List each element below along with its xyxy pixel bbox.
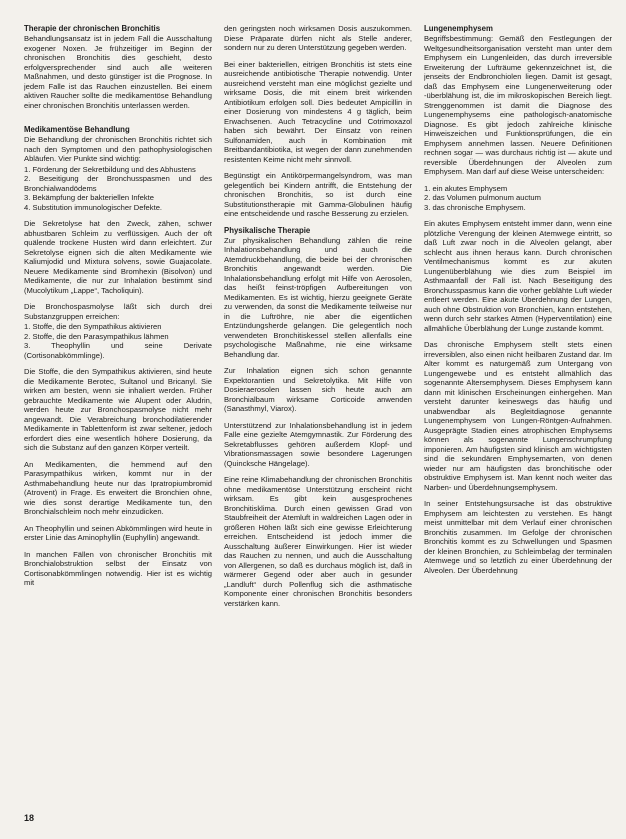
section-heading: Physikalische Therapie [224, 225, 311, 235]
paragraph: Die Sekretolyse hat den Zweck, zähen, schwer abhustbaren Schleim zu verflüssigen. Auch der oft quälende trockene Husten wird dann erleichtert. Zur Sekretolyse eignen sich die alten Medikamente wie Kaliumjodid und Mixtura solvens, sowie Guajacolate. Neuere Medikamente sind Bromhexin (Bisolvon) und Medikamente, die nur zur Inhalation bestimmt sind (Mucolytikum „Lappe“, Tacholiquin). [24, 219, 212, 295]
list-item: 2. Stoffe, die den Parasympathikus lähmen [24, 331, 169, 341]
list-item: 4. Substitution immunologischer Defekte. [24, 202, 163, 212]
paragraph: Die Behandlung der chronischen Bronchitis richtet sich nach den Symptomen und den pathophysiologischen Abläufen. Vier Punkte sind wichtig: [24, 135, 212, 163]
list-item: 2. Beseitigung der Bronchusspasmen und des Bronchialwandödems [24, 174, 212, 193]
paragraph: den geringsten noch wirksamen Dosis auszukommen. Diese Präparate dürfen nicht als Stelle anderer, sondern nur zu deren Unterstützung gegeben werden. [224, 24, 412, 52]
paragraph: Zur Inhalation eignen sich schon genannte Expektorantien und Sekretolytika. Mit Hilfe von Dosieraerosolen lassen sich heute auch am Bronchialbaum wirksame Corticoide anwenden (Sanasthmyl, Viarox). [224, 366, 412, 413]
paragraph: Begriffsbestimmung: Gemäß den Festlegungen der Weltgesundheitsorganisation versteht man unter dem Emphysem ein Lungenleiden, das durch irreversible Erweiterung der Lufträume gekennzeichnet ist, die jenseits der Endbronchiolen liegen. Damit ist gesagt, daß das Emphysem eine Lungenerweiterung oder -überblähung ist, die im mikroskopischen Bereich liegt. Strenggenommen ist damit die Diagnose des Lungenemphysems eine pathologisch-anatomische Diagnose. Es gibt jedoch zahlreiche klinische Hinweiszeichen und Funktionsprüfungen, die ein Emphysem annehmen lassen. Neuere Definitionen rechnen sogar — was durchaus richtig ist — akute und reversible Überdehnungen der Alveolen zum Emphysem. Man darf auf diese Weise unterscheiden: [424, 34, 612, 176]
paragraph: Behandlungsansatz ist in jedem Fall die Ausschaltung exogener Noxen. Je frühzeitiger im Beginn der chronischen Bronchitis dies geschieht, desto erfolgversprechender sind auch alle weiteren Maßnahmen, und desto günstiger ist die Prognose. In jedem Falle ist das Rauchen einzustellen. Bei einem aktiven Raucher sollte die medikamentöse Behandlung einer chronischen Bronchitis unterlassen werden. [24, 34, 212, 110]
paragraph: Eine reine Klimabehandlung der chronischen Bronchitis ohne medikamentöse Unterstützung erscheint nicht wirksam. Es gibt kein ausgesprochenes Bronchitisklima. Durch einen gewissen Grad von Staubfreiheit der Atemluft in waldreichen Lagen oder in größeren Höhen läßt sich eine gewisse Erleichterung erreichen. Entscheidend ist jedoch immer die Ausschaltung äußerer Einwirkungen. Hier ist wieder das Rauchen zu nennen, und auch die Ausschaltung von Allergenen, so daß es durchaus möglich ist, daß in wärmerer Gegend oder aber auch in gesunder „Landluft“ durch Pollenflug sich die asthmatische Komponente einer chronischen Bronchitis besonders verstärken kann. [224, 475, 412, 608]
section-heading: Therapie der chronischen Bronchitis [24, 24, 161, 33]
numbered-list [424, 184, 612, 213]
list-item: 3. Bekämpfung der bakteriellen Infekte [24, 193, 155, 202]
section-heading: Lungenemphysem [424, 24, 493, 33]
section-heading: Medikamentöse Behandlung [24, 125, 130, 134]
paragraph: Zur physikalischen Behandlung zählen die reine Inhalationsbehandlung und auch die Atemdruckbehandlung, die beide bei der chronischen Bronchitis angewandt werden. Die Inhalationsbehandlung erfolgt mit Hilfe von Aerosolen, das heißt feinst-tröpfigen Aufbereitungen von Medikamenten. Es ist wichtig, hierzu geeignete Geräte zu verwenden, da sonst die Medikamente teilweise nur in die Luftröhre, nie aber die eigentlichen Entzündungsherde gelangen. Die gelegentlich noch verwendeten Bronchitiskessel stellen allenfalls eine psychologische Maßnahme, nie eine wirksame Behandlung dar. [224, 235, 412, 359]
list-item: 1. Förderung der Sekretbildung und des Abhustens [24, 164, 196, 174]
paragraph: Unterstützend zur Inhalationsbehandlung ist in jedem Falle eine gezielte Atemgymnastik. Zur Förderung des Sekretabflusses gehören außerdem Klopf- und Vibrationsmassagen sowie besondere Lagerungen (Quincksche Hängelage). [224, 420, 412, 468]
list-item: 1. ein akutes Emphysem [424, 183, 508, 193]
list-item: 2. das Volumen pulmonum auctum [424, 193, 541, 202]
text-columns [24, 24, 612, 814]
paragraph: Ein akutes Emphysem entsteht immer dann, wenn eine plötzliche Verengung der kleinen Atemwege eintritt, so daß Luft zwar noch in die Alveolen gelangt, aber schlecht aus ihnen heraus kann. Durch chronischen Ventilmechanismus kommt es zur akuten Lungenüberblähung wie dies zum Beispiel im Asthmaanfall der Fall ist. Nach Beseitigung des Bronchusspasmus kann die vorher geblähte Luft wieder entleert werden. Eine akute Überdehnung der Lungen, auch ohne Obstruktion von Bronchien, kann entstehen, wenn durch sehr starkes Atmen (Hyperventilation) eine allmähliche Überblähung der Lunge zustande kommt. [424, 219, 612, 333]
list-item: 1. Stoffe, die den Sympathikus aktivieren [24, 322, 162, 331]
list-item: 3. Theophyllin und seine Derivate (Cortisonabkömmlinge). [24, 341, 212, 360]
column-1 [24, 24, 212, 814]
paragraph: Begünstigt ein Antikörpermangelsyndrom, was man gelegentlich bei Kindern antrifft, die Entstehung der chronischen Bronchitis, so ist durch eine Substitutionstherapie mit Gamma-Globulinen häufig eine entscheidende und rasche Besserung zu erzielen. [224, 171, 412, 218]
paragraph: Das chronische Emphysem stellt stets einen irreversiblen, also einen nicht heilbaren Zustand dar. Im Alter kommt es naturgemäß zum Untergang von Lungengewebe und es entsteht allmählich das sogenannte Altersemphysem. Dieses Emphysem kann dann mit klinischen Erscheinungen einhergehen. Man versteht darunter keineswegs das häufig und unabwendbar als Begleitdiagnose genannte Lungenemphysem von Lungen-Röntgen-Aufnahmen. Ausgeprägte Stadien eines atrophischen Emphysems können als sogenannte Lungenschrumpfung imponieren. Am häufigsten sind klinisch am wichtigsten sind die sekundären Emphysemarten, von denen wieder nur am häufigsten das bronchitische oder obstruktive Emphysem ist. Man kennt noch weiter das Narben- und Überdehnungsemphysem. [424, 340, 612, 492]
page-number: 18 [24, 813, 35, 823]
column-2 [224, 24, 412, 814]
paragraph: In manchen Fällen von chronischer Bronchitis mit Bronchialobstruktion selbst der Einsatz von Cortisonabkömmlingen notwendig. Hier ist es wichtig mit [24, 549, 212, 587]
paragraph: In seiner Entstehungsursache ist das obstruktive Emphysem am leichtesten zu verstehen. Es hängt meist unmittelbar mit dem Verlauf einer chronischen Bronchitis zusammen. Im Gefolge der chronischen Bronchitis kommt es zu Schwellungen und Spasmen der kleinen Bronchien, zu Schleimbelag der terminalen Atemwege und so letztlich zu einer Überdehnung der Alveolen. Der Überdehnung [424, 499, 612, 575]
paragraph: Die Bronchospasmolyse läßt sich durch drei Substanzgruppen erreichen: [24, 302, 212, 321]
list-item: 3. das chronische Emphysem. [424, 202, 526, 212]
column-3 [424, 24, 612, 814]
paragraph: An Medikamenten, die hemmend auf den Parasympathikus wirken, kommt nur in der Asthmabehandlung heute nur das Ipratropiumbromid (Atrovent) in Frage. Es erweitert die Bronchien ohne, wie dies sonst derartige Medikamente tun, den Bronchialschleim noch mehr einzudicken. [24, 459, 212, 516]
paragraph: Bei einer bakteriellen, eitrigen Bronchitis ist stets eine ausreichende antibiotische Therapie notwendig. Unter ausreichend versteht man eine möglichst gezielte und wirksame Dosis, die mit einem breit wirkenden Antibiotikum erfolgen soll. Dies bedeutet Ampicillin in einer Dosierung von mindestens 4 g täglich, beim Erwachsenen. Auch Tetracycline und Cotrimoxazol haben sich bewährt. Der Einsatz von reinen Sulfonamiden, auch in Kombination mit Breitbandantibiotika, ist wegen der dann zunehmenden resistenten Keime nicht mehr sinnvoll. [224, 59, 412, 164]
numbered-list [24, 322, 212, 360]
paragraph: Die Stoffe, die den Sympathikus aktivieren, sind heute die Medikamente Berotec, Sultanol und Bricanyl. Sie wirken am besten, wenn sie inhaliert werden. Früher gebrauchte Medikamente wie Alupent oder Aludrin, werden heute zur Bronchospasmolyse nicht mehr angewandt. Die Verabreichung bronchodilatierender Medikamente in Tablettenform ist zwar seltener, jedoch erfordert dies eine wesentlich höhere Dosierung, da sich die Substanz auf den ganzen Körper verteilt. [24, 367, 212, 452]
paragraph: An Theophyllin und seinen Abkömmlingen wird heute in erster Linie das Aminophyllin (Euphyllin) angewandt. [24, 523, 212, 542]
numbered-list [24, 165, 212, 213]
